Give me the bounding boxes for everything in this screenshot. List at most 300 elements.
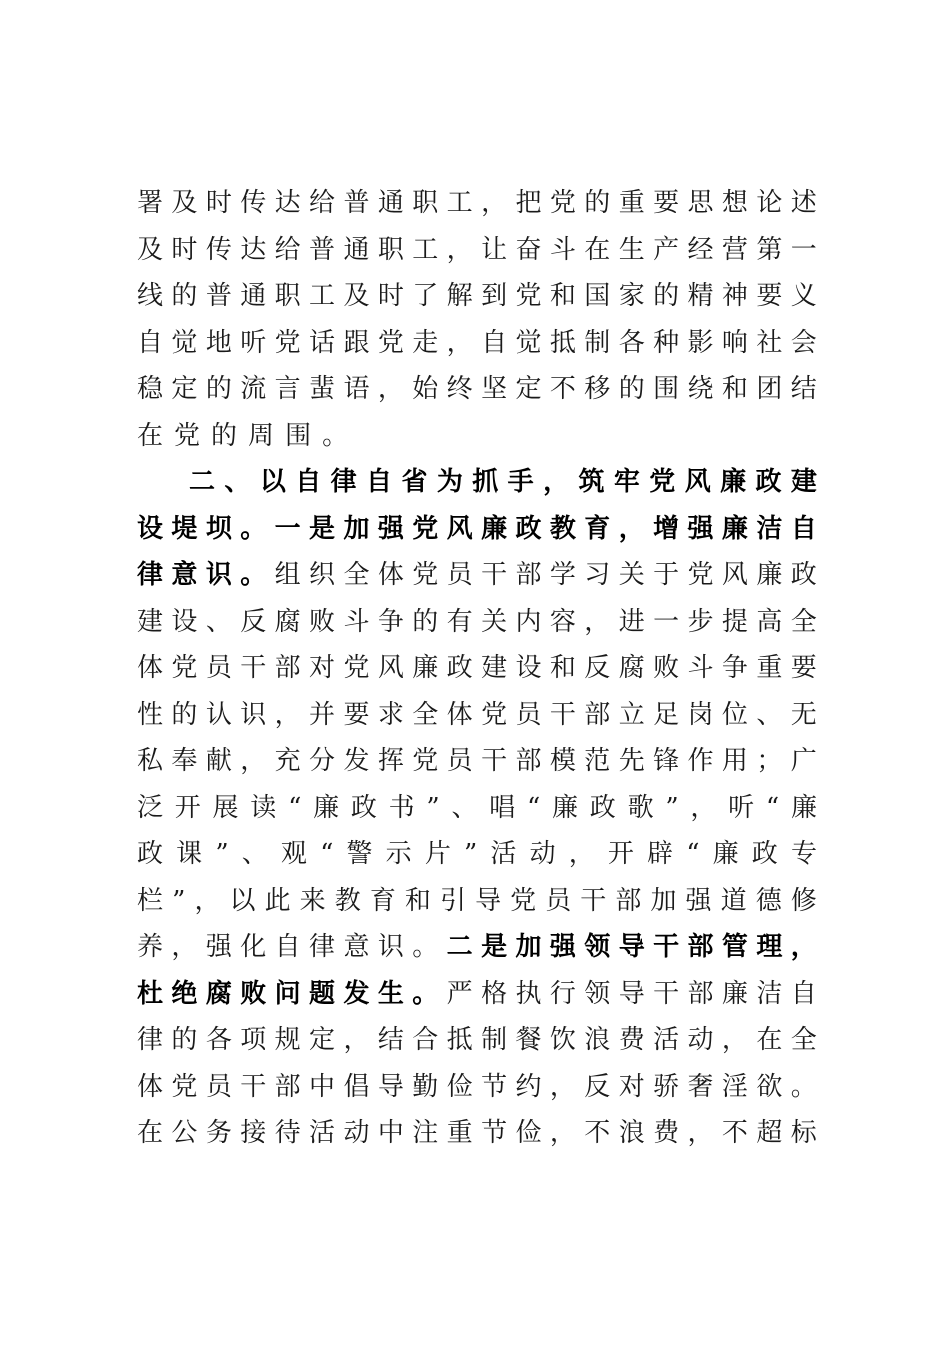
text-char: “ <box>320 839 334 869</box>
text-line <box>137 878 817 925</box>
text-char: 一 <box>653 606 680 637</box>
text-char: ， <box>446 234 473 265</box>
text-char: ； <box>756 746 783 776</box>
text-char: 通 <box>240 281 267 311</box>
text-char: 听 <box>728 792 755 823</box>
text-char: 反 <box>584 1071 611 1102</box>
text-char: 化 <box>240 932 267 962</box>
text-char: 普 <box>205 281 232 311</box>
text-char: 接 <box>240 1118 267 1148</box>
text-char: 干 <box>481 746 508 776</box>
text-char: ” <box>665 792 679 823</box>
text-char: ， <box>481 188 508 218</box>
text-char: 部 <box>274 1071 301 1102</box>
text-char: 活 <box>309 1118 336 1148</box>
text-char: 反 <box>240 606 267 637</box>
text-char: 第 <box>756 234 783 265</box>
text-char: 政 <box>790 560 817 590</box>
text-char: 述 <box>790 188 817 218</box>
text-char: 律 <box>137 1025 164 1055</box>
text-char: 动 <box>687 1025 714 1055</box>
text-char: 无 <box>790 699 817 730</box>
text-char: 工 <box>309 281 336 311</box>
text-char: 及 <box>343 281 370 311</box>
text-char: 全 <box>790 1025 817 1055</box>
section-heading-line <box>137 459 817 506</box>
text-char: 分 <box>309 746 336 776</box>
text-char: 行 <box>549 978 576 1009</box>
text-char: 觉 <box>171 327 198 358</box>
text-char: 国 <box>584 281 611 311</box>
text-char: 廉 <box>313 792 340 823</box>
text-char: 浪 <box>618 1118 645 1148</box>
text-char: 不 <box>721 1118 748 1148</box>
text-char: 部 <box>515 560 542 590</box>
text-char: 及 <box>171 188 198 218</box>
text-char: 败 <box>240 978 267 1009</box>
text-line <box>137 366 817 413</box>
text-char: 员 <box>515 699 542 730</box>
text-char: 全 <box>343 560 370 590</box>
text-char: “ <box>765 792 780 823</box>
text-char: 职 <box>377 234 404 265</box>
text-char: 动 <box>529 839 556 869</box>
text-char: 终 <box>446 374 473 404</box>
text-line <box>137 1017 817 1064</box>
text-char: 、 <box>241 839 268 869</box>
text-char: 觉 <box>515 327 542 358</box>
text-char: 时 <box>205 188 232 218</box>
text-line <box>137 1110 817 1157</box>
text-char: 政 <box>755 467 782 497</box>
text-char: 响 <box>721 327 748 358</box>
text-char: 体 <box>137 653 164 683</box>
text-char: 活 <box>490 839 517 869</box>
text-char: 锋 <box>653 746 680 776</box>
text-char: 立 <box>618 699 645 730</box>
text-char: 私 <box>137 746 164 776</box>
text-char: 设 <box>171 606 198 637</box>
text-char: 认 <box>205 699 232 730</box>
text-char: 辟 <box>647 839 674 869</box>
text-char: 团 <box>756 374 783 404</box>
text-char: 奋 <box>515 234 542 265</box>
text-char: 建 <box>137 606 164 637</box>
text-char: 廉 <box>721 978 748 1009</box>
text-char: 强 <box>687 513 714 544</box>
text-char: 性 <box>137 699 164 730</box>
text-char: 一 <box>274 513 301 544</box>
text-char: 标 <box>790 1118 817 1148</box>
text-char: 体 <box>137 1071 164 1102</box>
text-char: 反 <box>584 653 611 683</box>
text-char: 干 <box>240 653 267 683</box>
text-char: 会 <box>790 327 817 358</box>
text-char: 制 <box>481 1025 508 1055</box>
text-char: ， <box>549 1071 576 1102</box>
text-char: 干 <box>549 699 576 730</box>
text-line <box>137 971 817 1018</box>
text-char: 廉 <box>412 653 439 683</box>
text-char: 位 <box>721 699 748 730</box>
text-char: 范 <box>584 746 611 776</box>
text-char: 风 <box>721 560 748 590</box>
text-char: 岗 <box>687 699 714 730</box>
text-char: 定 <box>515 374 542 404</box>
text-char: 在 <box>756 1025 783 1055</box>
text-char: 部 <box>687 932 714 962</box>
text-char: 执 <box>515 978 542 1009</box>
text-char: 员 <box>446 746 473 776</box>
text-char: 重 <box>618 188 645 218</box>
text-char: 建 <box>481 653 508 683</box>
text-char: 员 <box>205 653 232 683</box>
text-char: 党 <box>549 188 576 218</box>
text-char: 党 <box>171 653 198 683</box>
text-char: 以 <box>229 885 256 916</box>
text-char: ， <box>721 1025 748 1055</box>
text-char: 全 <box>412 699 439 730</box>
text-char: 稳 <box>137 374 164 404</box>
text-char: 堤 <box>171 513 198 544</box>
text-char: ， <box>618 513 645 544</box>
text-char: 线 <box>137 281 164 311</box>
text-char: 党 <box>274 327 301 358</box>
text-char: 课 <box>176 839 203 869</box>
text-char: 泛 <box>137 792 164 823</box>
text-char: 绕 <box>687 374 714 404</box>
text-char: 餐 <box>515 1025 542 1055</box>
text-char: 筑 <box>578 467 605 497</box>
text-char: 律 <box>309 932 336 962</box>
text-char: 片 <box>424 839 451 869</box>
text-char: 观 <box>280 839 307 869</box>
text-char: 定 <box>309 1025 336 1055</box>
text-char: 廉 <box>756 560 783 590</box>
text-line <box>137 320 817 367</box>
text-char: 规 <box>274 1025 301 1055</box>
text-char: 在 <box>584 234 611 265</box>
text-char: 定 <box>171 374 198 404</box>
text-char: 对 <box>309 653 336 683</box>
text-char: 败 <box>309 606 336 637</box>
text-char: 廉 <box>481 513 508 544</box>
text-char: 待 <box>274 1118 301 1148</box>
text-char: 家 <box>618 281 645 311</box>
text-char: 署 <box>137 188 164 218</box>
text-char: 自 <box>366 467 393 497</box>
text-char: 党 <box>412 746 439 776</box>
text-char: 充 <box>274 746 301 776</box>
text-char: 、 <box>756 699 783 730</box>
text-char: 蜚 <box>309 374 336 404</box>
text-char: 是 <box>481 932 508 962</box>
text-char: 要 <box>343 699 370 730</box>
text-char: ” <box>215 839 229 869</box>
text-char: 廉 <box>552 792 579 823</box>
text-char: 要 <box>653 188 680 218</box>
text-char: 产 <box>653 234 680 265</box>
text-char: 提 <box>721 606 748 637</box>
text-char: 各 <box>618 327 645 358</box>
text-line <box>137 1064 817 1111</box>
text-char: 结 <box>377 1025 404 1055</box>
text-char: 自 <box>481 327 508 358</box>
text-char: 洁 <box>756 978 783 1009</box>
text-char: 工 <box>446 188 473 218</box>
text-char: 思 <box>687 188 714 218</box>
text-char: 走 <box>412 327 439 358</box>
text-char: 的 <box>584 188 611 218</box>
text-char: 动 <box>343 1118 370 1148</box>
text-char: 部 <box>584 699 611 730</box>
text-char: 给 <box>274 234 301 265</box>
text-char: 部 <box>515 746 542 776</box>
text-line <box>137 506 817 553</box>
text-char: 抓 <box>472 467 499 497</box>
text-char: 义 <box>790 281 817 311</box>
text-char: 通 <box>343 234 370 265</box>
text-char: 导 <box>618 932 645 962</box>
text-char: 抵 <box>549 327 576 358</box>
text-char: 通 <box>377 188 404 218</box>
text-char: 党 <box>515 281 542 311</box>
text-char: 风 <box>377 653 404 683</box>
text-char: 并 <box>309 699 336 730</box>
text-char: 。 <box>790 1071 817 1102</box>
text-char: 牢 <box>613 467 640 497</box>
text-line <box>137 273 817 320</box>
text-char: 达 <box>240 234 267 265</box>
text-char: 养 <box>137 932 164 962</box>
text-char: 听 <box>240 327 267 358</box>
text-char: 此 <box>264 885 291 916</box>
text-char: 败 <box>653 653 680 683</box>
text-char: 员 <box>205 1071 232 1102</box>
text-char: 修 <box>790 885 817 916</box>
text-char: 普 <box>309 234 336 265</box>
text-char: 挥 <box>377 746 404 776</box>
text-char: 种 <box>653 327 680 358</box>
text-char: 给 <box>309 188 336 218</box>
text-char: 奉 <box>171 746 198 776</box>
text-char: 廉 <box>720 467 747 497</box>
text-char: ， <box>687 1118 714 1148</box>
text-char: 。 <box>240 513 267 544</box>
text-char: 导 <box>377 1071 404 1102</box>
text-char: 超 <box>756 1118 783 1148</box>
text-char: 党 <box>687 560 714 590</box>
text-char: 周 <box>248 420 275 451</box>
text-char: “ <box>686 839 700 869</box>
text-char: 务 <box>205 1118 232 1148</box>
text-char: 干 <box>653 932 680 962</box>
text-char: 各 <box>205 1025 232 1055</box>
text-char: 对 <box>618 1071 645 1102</box>
text-char: 领 <box>584 978 611 1009</box>
text-char: 有 <box>446 606 473 637</box>
text-char: ， <box>568 839 595 869</box>
text-line <box>137 227 817 274</box>
text-char: 政 <box>589 792 616 823</box>
text-char: 达 <box>274 188 301 218</box>
text-char: 费 <box>618 1025 645 1055</box>
text-char: 发 <box>343 978 370 1009</box>
text-char: 地 <box>205 327 232 358</box>
text-char: 模 <box>549 746 576 776</box>
text-char: 到 <box>481 281 508 311</box>
text-char: 政 <box>137 839 164 869</box>
text-char: 及 <box>137 234 164 265</box>
text-char: 约 <box>515 1071 542 1102</box>
text-char: 的 <box>171 1025 198 1055</box>
text-char: 广 <box>790 746 817 776</box>
text-char: 传 <box>205 234 232 265</box>
text-line <box>137 552 817 599</box>
text-char: 理 <box>756 932 783 962</box>
text-char: 教 <box>549 513 576 544</box>
text-char: 关 <box>481 606 508 637</box>
text-char: 骄 <box>653 1071 680 1102</box>
text-char: 言 <box>274 374 301 404</box>
text-char: 部 <box>274 653 301 683</box>
text-char: 工 <box>412 234 439 265</box>
text-char: 示 <box>385 839 412 869</box>
text-char: 律 <box>330 467 357 497</box>
text-char: 建 <box>790 467 817 497</box>
text-char: 廉 <box>712 839 739 869</box>
text-char: 来 <box>299 885 326 916</box>
text-char: 道 <box>720 885 747 916</box>
text-char: 腐 <box>205 978 232 1009</box>
text-char: 党 <box>343 653 370 683</box>
text-char: 、 <box>224 467 251 497</box>
text-line <box>137 645 817 692</box>
text-char: 斗 <box>549 234 576 265</box>
text-char: 进 <box>618 606 645 637</box>
text-char: 干 <box>653 978 680 1009</box>
text-char: 自 <box>137 327 164 358</box>
text-char: 围 <box>653 374 680 404</box>
text-line <box>137 738 817 785</box>
text-char: 全 <box>790 606 817 637</box>
text-char: 政 <box>446 653 473 683</box>
text-char: 步 <box>687 606 714 637</box>
text-char: 时 <box>171 234 198 265</box>
text-char: 的 <box>205 374 232 404</box>
text-char: ， <box>377 374 404 404</box>
text-char: 在 <box>137 1118 164 1148</box>
text-char: 坚 <box>481 374 508 404</box>
text-char: 意 <box>171 560 198 590</box>
text-char: 和 <box>404 885 431 916</box>
text-char: 的 <box>171 281 198 311</box>
text-char: 勤 <box>412 1071 439 1102</box>
text-char: 节 <box>481 1118 508 1148</box>
text-char: 省 <box>401 467 428 497</box>
text-char: 营 <box>721 234 748 265</box>
text-char: 唱 <box>489 792 516 823</box>
text-char: 增 <box>653 513 680 544</box>
text-char: 传 <box>240 188 267 218</box>
text-char: 饮 <box>549 1025 576 1055</box>
text-char: ， <box>194 885 221 916</box>
text-char: 员 <box>446 560 473 590</box>
text-char: 经 <box>687 234 714 265</box>
text-char: 生 <box>377 978 404 1009</box>
text-char: 浪 <box>584 1025 611 1055</box>
text-line <box>137 180 817 227</box>
text-char: 识 <box>205 560 232 590</box>
text-char: 影 <box>687 327 714 358</box>
text-char: 移 <box>584 374 611 404</box>
text-char: ， <box>171 932 198 962</box>
text-char: 话 <box>309 327 336 358</box>
text-char: 织 <box>309 560 336 590</box>
text-char: 体 <box>377 560 404 590</box>
text-char: 识 <box>240 699 267 730</box>
text-line <box>137 785 817 832</box>
text-char: 党 <box>649 467 676 497</box>
text-char: 廉 <box>721 513 748 544</box>
text-char: 导 <box>475 885 502 916</box>
text-char: “ <box>526 792 541 823</box>
text-char: 、 <box>205 606 232 637</box>
text-char: 习 <box>584 560 611 590</box>
text-char: ， <box>690 792 717 823</box>
text-char: 绝 <box>171 978 198 1009</box>
text-char: 党 <box>412 513 439 544</box>
text-char: 职 <box>274 281 301 311</box>
text-char: 不 <box>549 374 576 404</box>
text-char: 把 <box>515 188 542 218</box>
text-char: 手 <box>507 467 534 497</box>
text-char: 专 <box>790 839 817 869</box>
text-char: 。 <box>412 978 439 1009</box>
text-char: 风 <box>684 467 711 497</box>
text-char: 政 <box>350 792 377 823</box>
text-char: 足 <box>653 699 680 730</box>
text-char: 发 <box>343 746 370 776</box>
text-line <box>137 692 817 739</box>
text-char: 活 <box>653 1025 680 1055</box>
text-char: 重 <box>756 653 783 683</box>
text-char: 斗 <box>687 653 714 683</box>
text-char: 。 <box>322 420 349 451</box>
text-char: 抵 <box>446 1025 473 1055</box>
text-char: 俭 <box>446 1071 473 1102</box>
text-char: ， <box>343 1025 370 1055</box>
text-char: 坝 <box>205 513 232 544</box>
text-char: 一 <box>790 234 817 265</box>
text-char: 解 <box>446 281 473 311</box>
text-char: 内 <box>515 606 542 637</box>
text-char: 强 <box>549 932 576 962</box>
text-char: 强 <box>377 513 404 544</box>
text-char: 神 <box>721 281 748 311</box>
text-char: 斗 <box>343 606 370 637</box>
text-char: 干 <box>240 1071 267 1102</box>
text-char: 公 <box>171 1118 198 1148</box>
text-char: 党 <box>377 327 404 358</box>
text-char: 始 <box>412 374 439 404</box>
text-line <box>137 831 817 878</box>
text-char: 制 <box>584 327 611 358</box>
text-char: 格 <box>481 978 508 1009</box>
text-char: 生 <box>618 234 645 265</box>
text-char: 欲 <box>756 1071 783 1102</box>
text-char: 要 <box>756 281 783 311</box>
